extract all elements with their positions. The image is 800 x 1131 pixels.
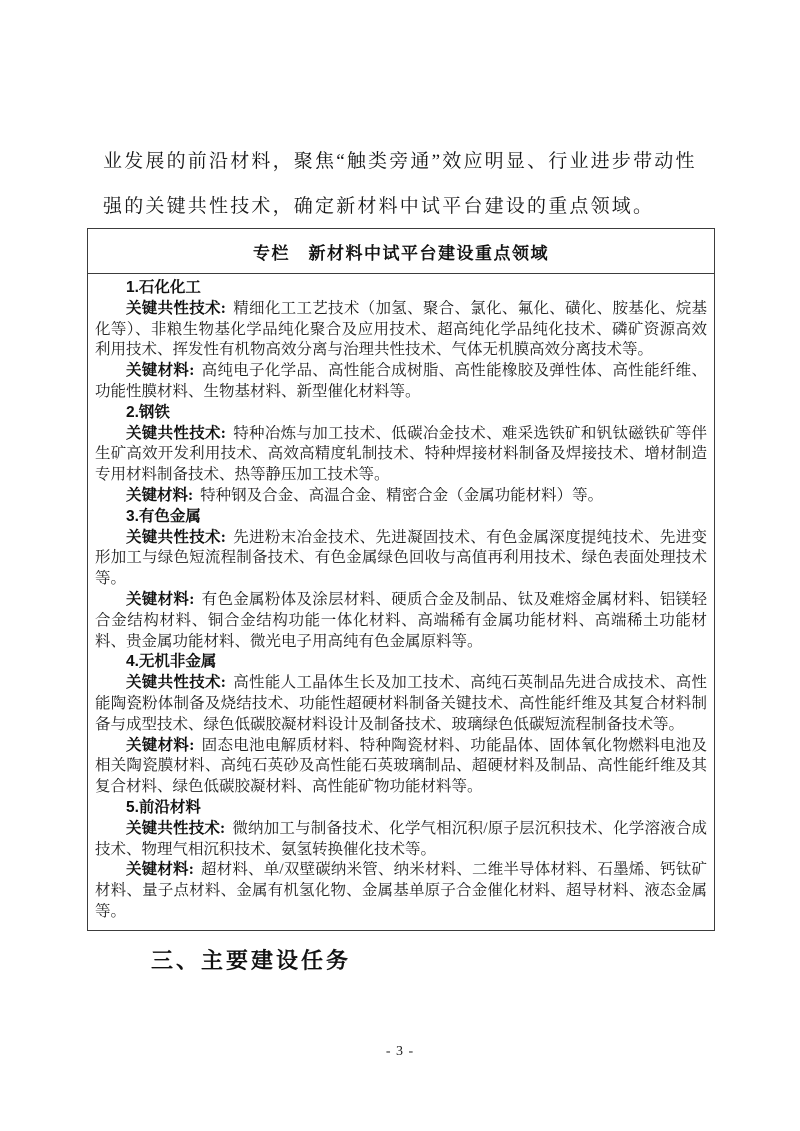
intro-paragraph: [103, 139, 723, 229]
tech-text: 特种冶炼与加工技术、低碳冶金技术、难采选铁矿和钒钛磁铁矿等伴生矿高效开发利用技术、高效高精度轧制技术、特种焊接材料制备及焊接技术、增材制造专用材料制备技术、热等静压加工技术等。: [95, 424, 707, 484]
intro-line: 业发展的前沿材料，聚焦“触类旁通”效应明显、行业进步带动性: [103, 151, 697, 172]
section-heading-nonferrous: 3.有色金属: [126, 507, 201, 525]
materials-label: 关键材料:: [126, 362, 195, 380]
tech-paragraph: [95, 673, 707, 735]
materials-text: 固态电池电解质材料、特种陶瓷材料、功能晶体、固体氧化物燃料电池及相关陶瓷膜材料、高纯石英砂及高性能石英玻璃制品、超硬材料及制品、高性能纤维及其复合材料、绿色低碳胶凝材料、高性能矿物功能材料等。: [95, 736, 707, 796]
callout-box-title: 专栏 新材料中试平台建设重点领域: [88, 229, 714, 274]
tech-paragraph: [95, 528, 707, 590]
tech-paragraph: [95, 424, 707, 486]
page-number: - 3 -: [385, 1044, 415, 1059]
materials-text: 高纯电子化学品、高性能合成树脂、高性能橡胶及弹性体、高性能纤维、功能性膜材料、生物基材料、新型催化材料等。: [95, 362, 707, 400]
tech-text: 精细化工工艺技术（加氢、聚合、氯化、氟化、磺化、胺基化、烷基化等）、非粮生物基化学品纯化聚合及应用技术、超高纯化学品纯化技术、磷矿资源高效利用技术、挥发性有机物高效分离与治理共性技术、气体无机膜高效分离技术等。: [95, 299, 707, 359]
tech-paragraph: [95, 819, 707, 861]
materials-paragraph: [95, 860, 707, 922]
section-heading-inorganic-nonmetal: 4.无机非金属: [126, 653, 217, 671]
materials-paragraph: [95, 736, 707, 798]
main-section-heading: 三、主要建设任务: [151, 948, 352, 973]
materials-label: 关键材料:: [126, 861, 194, 879]
tech-paragraph: [95, 299, 707, 361]
section-heading-petrochemical: 1.石化化工: [126, 279, 201, 296]
callout-box: [87, 228, 715, 931]
intro-line: 强的关键共性技术，确定新材料中试平台建设的重点领域。: [103, 196, 655, 217]
tech-label: 关键共性技术:: [126, 528, 226, 546]
tech-label: 关键共性技术:: [126, 819, 226, 837]
tech-label: 关键共性技术:: [126, 299, 226, 317]
materials-label: 关键材料:: [126, 590, 195, 608]
materials-text: 有色金属粉体及涂层材料、硬质合金及制品、钛及难熔金属材料、铝镁轻合金结构材料、铜合金结构功能一体化材料、高端稀有金属功能材料、高端稀土功能材料、贵金属功能材料、微光电子用高纯有色金属原料等。: [95, 590, 707, 650]
materials-paragraph: [95, 590, 707, 652]
materials-label: 关键材料:: [126, 736, 195, 754]
materials-label: 关键材料:: [126, 486, 194, 504]
tech-label: 关键共性技术:: [126, 674, 226, 692]
materials-paragraph: [95, 486, 707, 507]
materials-text: 超材料、单/双壁碳纳米管、纳米材料、二维半导体材料、石墨烯、钙钛矿材料、量子点材料、金属有机氢化物、金属基单原子合金催化材料、超导材料、液态金属等。: [95, 861, 707, 920]
tech-text: 高性能人工晶体生长及加工技术、高纯石英制品先进合成技术、高性能陶瓷粉体制备及烧结技术、功能性超硬材料制备关键技术、高性能纤维及其复合材料制备与成型技术、绿色低碳胶凝材料设计及制备技术、玻璃绿色低碳短流程制备技术等。: [95, 674, 707, 733]
tech-text: 微纳加工与制备技术、化学气相沉积/原子层沉积技术、化学溶液合成技术、物理气相沉积技术、氨氢转换催化技术等。: [95, 819, 707, 858]
callout-box-content: [88, 274, 714, 930]
tech-text: 先进粉末冶金技术、先进凝固技术、有色金属深度提纯技术、先进变形加工与绿色短流程制备技术、有色金属绿色回收与高值再利用技术、绿色表面处理技术等。: [95, 528, 707, 588]
materials-text: 特种钢及合金、高温合金、精密合金（金属功能材料）等。: [200, 486, 604, 504]
section-heading-frontier-materials: 5.前沿材料: [126, 798, 201, 816]
materials-paragraph: [95, 361, 707, 403]
section-heading-steel: 2.钢铁: [126, 403, 170, 421]
tech-label: 关键共性技术:: [126, 424, 226, 442]
